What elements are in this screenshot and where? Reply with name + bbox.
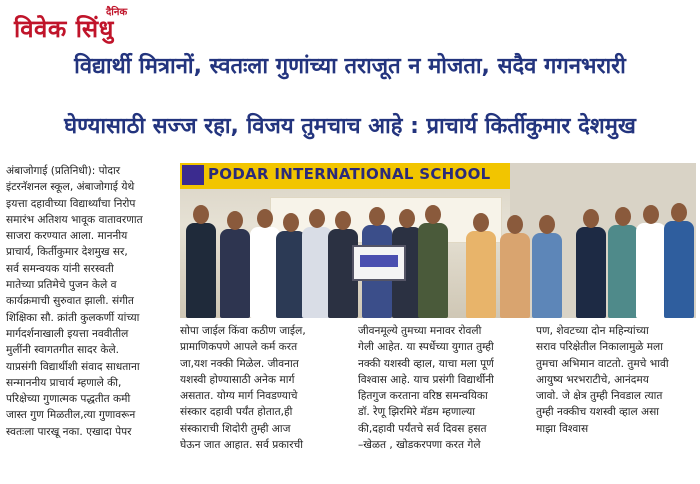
article-line: की,दहावी पर्यंतचे सर्व दिवस हसत [358, 422, 487, 435]
photo-banner [180, 163, 510, 189]
article-column-4 [536, 323, 696, 437]
photo-person [418, 223, 448, 318]
article-line: तुमचा अभिमान वाटतो. तुमचे भावी [536, 357, 669, 370]
article-line: साजरा करण्यात आला. माननीय [6, 230, 128, 243]
photo-person [220, 229, 250, 318]
headline-line-2: घेण्यासाठी सज्ज रहा, विजय तुमचाच आहे : प्राचार्य किर्तीकुमार देशमुख [64, 114, 636, 139]
photo-person [466, 231, 496, 318]
article-line: डॉ. रेणू झिरमिरे मॅडम म्हणाल्या [358, 406, 476, 419]
photo-person-head [283, 213, 299, 232]
photo-person-head [583, 209, 599, 228]
article-line: माझा विश्वास [536, 422, 589, 435]
article-line: संस्कार दहावी पर्यंत होतात,ही [180, 406, 293, 419]
article-line: संस्काराची शिदोरी तुम्ही आज [180, 422, 291, 435]
photo-person-head [507, 215, 523, 234]
article-line: प्राचार्य, किर्तीकुमार देशमुख सर, [6, 246, 128, 259]
article-line: स्वतःला पारखू नका. एखादा पेपर [6, 425, 132, 438]
article-line: इयत्ता दहावीच्या विद्यार्थ्यांचा निरोप [6, 197, 136, 210]
article-line: जा,यश नक्की मिळेल. जीवनात [180, 357, 299, 370]
masthead-daily-label: दैनिक [106, 7, 128, 18]
article-line: सन्माननीय प्राचार्य म्हणाले की, [6, 376, 122, 389]
article-line: परिक्षेच्या गुणात्मक पद्धतीत कमी [6, 393, 131, 406]
school-logo-icon [182, 165, 204, 185]
photo-person [500, 233, 530, 318]
photo-person [532, 233, 562, 318]
photo-person-head [399, 209, 415, 228]
article-column-2 [180, 323, 350, 453]
article-line: मार्गदर्शनाखाली इयत्ता नववीतील [6, 327, 129, 340]
photo-person-head [369, 207, 385, 226]
event-photo [180, 163, 696, 318]
photo-person-head [425, 205, 441, 224]
article-line: गेली आहेत. या स्पर्धेच्या युगात तुम्ही [358, 341, 494, 354]
article-line: प्रामाणिकपणे आपले कर्म करत [180, 341, 298, 354]
article-line: मुलींनी स्वागतगीत सादर केले. [6, 344, 120, 357]
photo-person-head [193, 205, 209, 224]
article-line: जावो. जे क्षेत्र तुम्ही निवडाल त्यात [536, 390, 663, 403]
article-line: सर्व समन्वयक यांनी सरस्वती [6, 262, 114, 275]
photo-person [636, 223, 666, 318]
photo-banner-text: PODAR INTERNATIONAL SCHOOL [208, 165, 491, 183]
article-line: यशस्वी होण्यासाठी अनेक मार्ग [180, 373, 295, 386]
article-line: हितगुज करताना वरिष्ठ समन्वयिका [358, 390, 488, 403]
article-column-1 [6, 163, 174, 440]
masthead [10, 4, 250, 44]
article-line: जीवनमूल्ये तुमच्या मनावर रोवली [358, 325, 482, 337]
headline-line-1: विद्यार्थी मित्रानों, स्वतःला गुणांच्या तराजूत न मोजता, सदैव गगनभरारी [74, 54, 626, 79]
certificate-frame [352, 245, 406, 281]
photo-person [186, 223, 216, 318]
photo-person-head [227, 211, 243, 230]
article-line: तुम्ही नक्कीच यशस्वी व्हाल असा [536, 406, 660, 419]
article-line: घेऊन जात आहात. सर्व प्रकारची [180, 439, 303, 452]
article-line: समारंभ अतिशय भावूक वातावरणात [6, 213, 143, 226]
article-line: अंबाजोगाई (प्रतिनिधी): पोदार [6, 165, 121, 177]
article-line: नक्की यशस्वी व्हाल, याचा मला पूर्ण [358, 357, 494, 370]
article-line: कार्यक्रमाची सुरुवात झाली. संगीत [6, 295, 134, 308]
photo-person-head [671, 203, 687, 222]
photo-person [576, 227, 606, 318]
article-line: याप्रसंगी विद्यार्थीशी संवाद साधताना [6, 360, 140, 373]
photo-person [664, 221, 694, 318]
photo-person-head [335, 211, 351, 230]
certificate-inner [360, 255, 398, 267]
article-line: इंटरनॅशनल स्कूल, अंबाजोगाई येथे [6, 181, 135, 194]
article-line: सराव परिक्षेतील निकालामुळे मला [536, 341, 663, 354]
article-line: सोपा जाईल किंवा कठीण जाईल, [180, 325, 306, 337]
photo-person-head [473, 213, 489, 232]
article-line: मातेच्या प्रतिमेचे पुजन केले व [6, 279, 117, 292]
article-line: पण, शेवटच्या दोन महिन्यांच्या [536, 325, 649, 337]
article-column-3 [358, 323, 528, 453]
photo-person-head [309, 209, 325, 228]
article-line: विश्वास आहे. याच प्रसंगी विद्यार्थीनी [358, 373, 494, 386]
article-line: –खेळत , खोडकरपणा करत गेले [358, 439, 481, 452]
photo-person-head [257, 209, 273, 228]
photo-person-head [615, 207, 631, 226]
article-line: असतात. योग्य मार्ग निवडण्याचे [180, 390, 298, 403]
photo-person [608, 225, 638, 318]
photo-person-head [539, 215, 555, 234]
masthead-title: विवेक सिंधु [14, 15, 114, 43]
photo-person-head [643, 205, 659, 224]
article-line: आयुष्य भरभराटीचे, आनंदमय [536, 373, 649, 386]
article-line: शिक्षिका सौ. क्रांती कुलकर्णी यांच्या [6, 311, 140, 324]
article-line: जास्त गुण मिळतील,त्या गुणावरून [6, 409, 136, 422]
